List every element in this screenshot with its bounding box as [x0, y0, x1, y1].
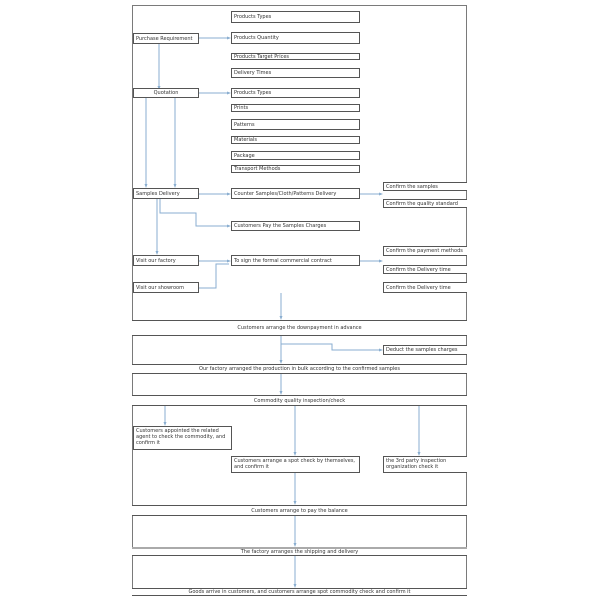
purchase-detail-item: Delivery Times — [231, 68, 360, 78]
quotation-detail-item: Products Types — [231, 88, 360, 98]
confirm-delivery-box-2: Confirm the Delivery time — [383, 282, 467, 293]
deduct-charges-box: Deduct the samples charges — [383, 345, 467, 355]
pay-samples-charges-box: Customers Pay the Samples Charges — [231, 221, 360, 231]
third-party-check-box: the 3rd party inspection organization check it — [383, 456, 467, 473]
self-check-box: Customers arrange a spot check by themselves, and confirm it — [231, 456, 360, 473]
confirm-delivery-box: Confirm the Delivery time — [383, 265, 467, 274]
counter-samples-box: Counter Samples/Cloth/Patterns Delivery — [231, 188, 360, 199]
purchase-detail-item: Products Target Prices — [231, 53, 360, 60]
downpayment-band: Customers arrange the downpayment in advance — [132, 320, 467, 336]
purchase-detail-item: Products Types — [231, 11, 360, 23]
quotation-detail-item: Materials — [231, 136, 360, 144]
quotation-box: Quotation — [133, 88, 199, 98]
samples-delivery-box: Samples Delivery — [133, 188, 199, 199]
quotation-detail-item: Package — [231, 151, 360, 160]
balance-band: Customers arrange to pay the balance — [132, 505, 467, 516]
visit-showroom-box: Visit our showroom — [133, 282, 199, 293]
shipping-band: The factory arranges the shipping and delivery — [132, 547, 467, 556]
confirm-quality-box: Confirm the quality standard — [383, 199, 467, 208]
quotation-detail-item: Transport Methods — [231, 165, 360, 173]
quotation-detail-item: Patterns — [231, 119, 360, 130]
confirm-samples-box: Confirm the samples — [383, 182, 467, 191]
inspection-band: Commodity quality inspection/check — [132, 395, 467, 406]
visit-factory-box: Visit our factory — [133, 255, 199, 266]
quotation-detail-item: Prints — [231, 104, 360, 112]
arrival-band: Goods arrive in customers, and customers arrange spot commodity check and confirm it — [132, 588, 467, 596]
agent-check-box: Customers appointed the related agent to check the commodity, and confirm it — [133, 426, 232, 450]
purchase-requirement-box: Purchase Requirement — [133, 33, 199, 44]
production-band: Our factory arranged the production in bulk according to the confirmed samples — [132, 364, 467, 374]
confirm-payment-box: Confirm the payment methods — [383, 246, 467, 256]
sign-contract-box: To sign the formal commercial contract — [231, 255, 360, 266]
purchase-detail-item: Products Quantity — [231, 32, 360, 44]
